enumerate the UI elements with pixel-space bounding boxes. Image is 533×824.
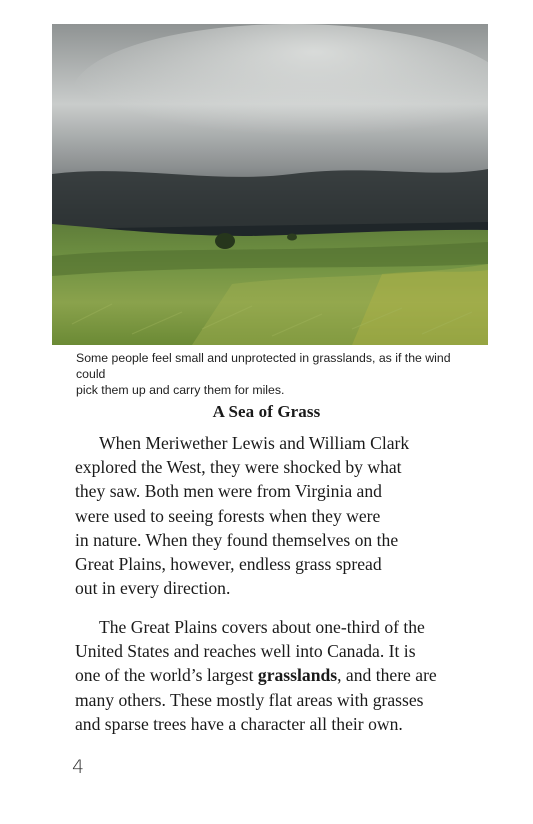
text-line: out in every direction. [75, 578, 231, 599]
body-paragraph [75, 431, 475, 600]
text-line: many others. These mostly flat areas with grasses [75, 689, 424, 710]
text-line: The Great Plains covers about one-third of the [99, 617, 425, 637]
text-line: were used to seeing forests when they were [75, 505, 381, 526]
text-line: in nature. When they found themselves on the [75, 529, 399, 550]
text-line: explored the West, they were shocked by what [75, 457, 402, 478]
text-line [75, 663, 475, 687]
text-line: and sparse trees have a character all their own. [75, 713, 403, 734]
photo-caption [76, 350, 476, 398]
text-line: When Meriwether Lewis and William Clark [99, 433, 410, 453]
text-line: United States and reaches well into Canada. It is [75, 641, 416, 662]
grassland-storm-photo [52, 24, 488, 345]
text-span: one of the world’s largest [75, 665, 258, 686]
section-heading: A Sea of Grass [212, 402, 321, 421]
page-number: 4 [72, 756, 85, 778]
glossary-term: grasslands [257, 665, 338, 686]
text-line: they saw. Both men were from Virginia and [75, 481, 382, 502]
text-span: , and there are [337, 665, 437, 686]
text-line: Great Plains, however, endless grass spread [75, 554, 382, 575]
caption-line: pick them up and carry them for miles. [76, 383, 285, 397]
body-paragraph [75, 615, 475, 736]
caption-line: Some people feel small and unprotected in grasslands, as if the wind could [76, 351, 451, 381]
